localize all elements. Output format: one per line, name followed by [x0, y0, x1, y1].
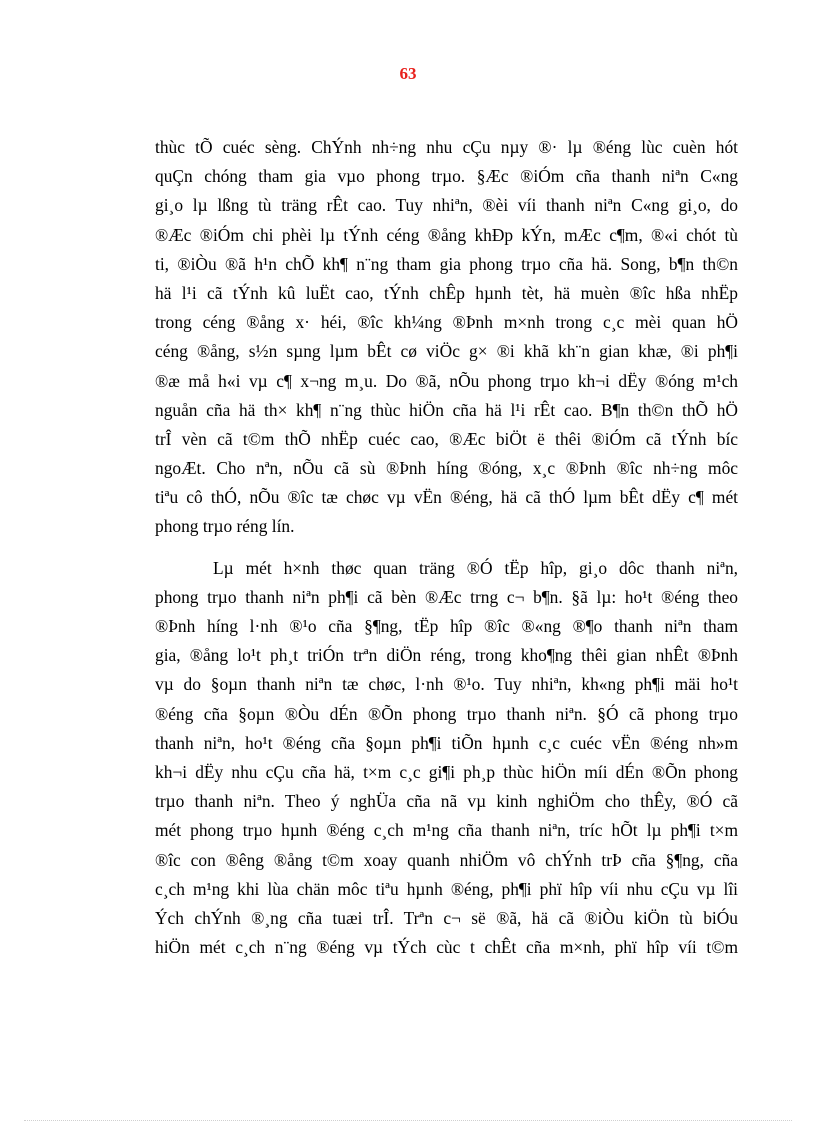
text-line: ngoÆt. Cho nªn, nÕu cã sù ®Þnh híng ®óng, x¸c ®Þnh ®îc nh÷ng môc — [155, 458, 738, 479]
text-line: Ých chÝnh ®¸ng cña tuæi trÎ. Trªn c¬ së ®ã, hä cã ®iÒu kiÖn tù biÓu — [155, 907, 738, 928]
text-line: phong trµo réng lín. — [155, 516, 295, 537]
text-line: c¸ch m¹ng khi lùa chän môc tiªu hµnh ®éng, ph¶i phï hîp víi nhu cÇu vµ lîi — [155, 878, 738, 899]
text-line: hiÖn mét c¸ch n¨ng ®éng vµ tÝch cùc t chÊt cña m×nh, phï hîp víi t©m — [155, 937, 738, 958]
text-line: tiªu cô thÓ, nÕu ®îc tæ chøc vµ vËn ®éng, hä cã thÓ lµm bÊt dËy c¶ mét — [155, 487, 738, 508]
text-line: mét phong trµo hµnh ®éng c¸ch m¹ng cña thanh niªn, tríc hÕt lµ ph¶i t×m — [155, 820, 738, 841]
text-line: trÎ vèn cã t©m thÕ nhËp cuéc cao, ®Æc biÖt ë thêi ®iÓm cã tÝnh bíc — [155, 428, 738, 449]
text-line: hä l¹i cã tÝnh kû luËt cao, tÝnh chÊp hµnh tèt, hä muèn ®îc hßa nhËp — [155, 282, 738, 303]
text-line: céng ®ång, s½n sµng lµm bÊt cø viÖc g× ®i khã kh¨n gian khæ, ®i ph¶i — [155, 341, 738, 362]
text-line: trong céng ®ång x· héi, ®îc kh¼ng ®Þnh m×nh trong c¸c mèi quan hÖ — [155, 312, 738, 333]
paragraph-spacing — [155, 542, 738, 554]
page-number: 63 — [399, 64, 417, 83]
text-line: gi¸o lµ lßng tù träng rÊt cao. Tuy nhiªn, ®èi víi thanh niªn C«ng gi¸o, do — [155, 195, 738, 216]
text-line: ti, ®iÒu ®ã h¹n chÕ kh¶ n¨ng tham gia phong trµo cña hä. Song, b¶n th©n — [155, 253, 738, 274]
text-line: phong trµo thanh niªn ph¶i cã bèn ®Æc trng c¬ b¶n. §ã lµ: ho¹t ®éng theo — [155, 586, 738, 607]
text-line: nguån cña hä th× kh¶ n¨ng thùc hiÖn cña hä l¹i rÊt cao. B¶n th©n thÕ hÖ — [155, 399, 738, 420]
paragraph-2 — [155, 554, 738, 963]
text-line: Lµ mét h×nh thøc quan träng ®Ó tËp hîp, gi¸o dôc thanh niªn, — [213, 557, 738, 578]
text-line: gia, ®ång lo¹t ph¸t triÓn trªn diÖn réng, trong kho¶ng thêi gian nhÊt ®Þnh — [155, 645, 738, 666]
text-line: thùc tÕ cuéc sèng. ChÝnh nh÷ng nhu cÇu nµy ®· lµ ®éng lùc cuèn hót — [155, 137, 738, 157]
text-line: vµ do §oµn thanh niªn tæ chøc, l·nh ®¹o. Tuy nhiªn, kh«ng ph¶i mäi ho¹t — [155, 674, 738, 695]
text-line: ®æ må h«i vµ c¶ x¬ng m¸u. Do ®ã, nÕu phong trµo kh¬i dËy ®óng m¹ch — [155, 370, 738, 391]
text-line: ®éng cña §oµn ®Òu dÉn ®Õn phong trµo thanh niªn. §Ó cã phong trµo — [155, 703, 738, 724]
text-line: ®Þnh híng l·nh ®¹o cña §¶ng, tËp hîp ®îc ®«ng ®¶o thanh niªn tham — [155, 616, 738, 636]
paragraph-1 — [155, 133, 738, 542]
text-line: ®îc con ®êng ®ång t©m xoay quanh nhiÖm vô chÝnh trÞ cña §¶ng, cña — [155, 849, 738, 870]
text-line: kh¬i dËy nhu cÇu cña hä, t×m c¸c gi¶i ph¸p thùc hiÖn míi dÉn ®Õn phong — [155, 761, 738, 782]
text-line: trµo thanh niªn. Theo ý nghÜa cña nã vµ kinh nghiÖm cho thÊy, ®Ó cã — [155, 791, 738, 812]
text-line: quÇn chóng tham gia vµo phong trµo. §Æc ®iÓm cña thanh niªn C«ng — [155, 166, 738, 187]
text-line: thanh niªn, ho¹t ®éng cña §oµn ph¶i tiÕn hµnh c¸c cuéc vËn ®éng nh»m — [155, 732, 738, 753]
body-text — [155, 133, 738, 962]
page-bottom-divider — [24, 1120, 792, 1121]
text-line: ®Æc ®iÓm chi phèi lµ tÝnh céng ®ång khÐp kÝn, mÆc c¶m, ®«i chót tù — [155, 224, 738, 245]
